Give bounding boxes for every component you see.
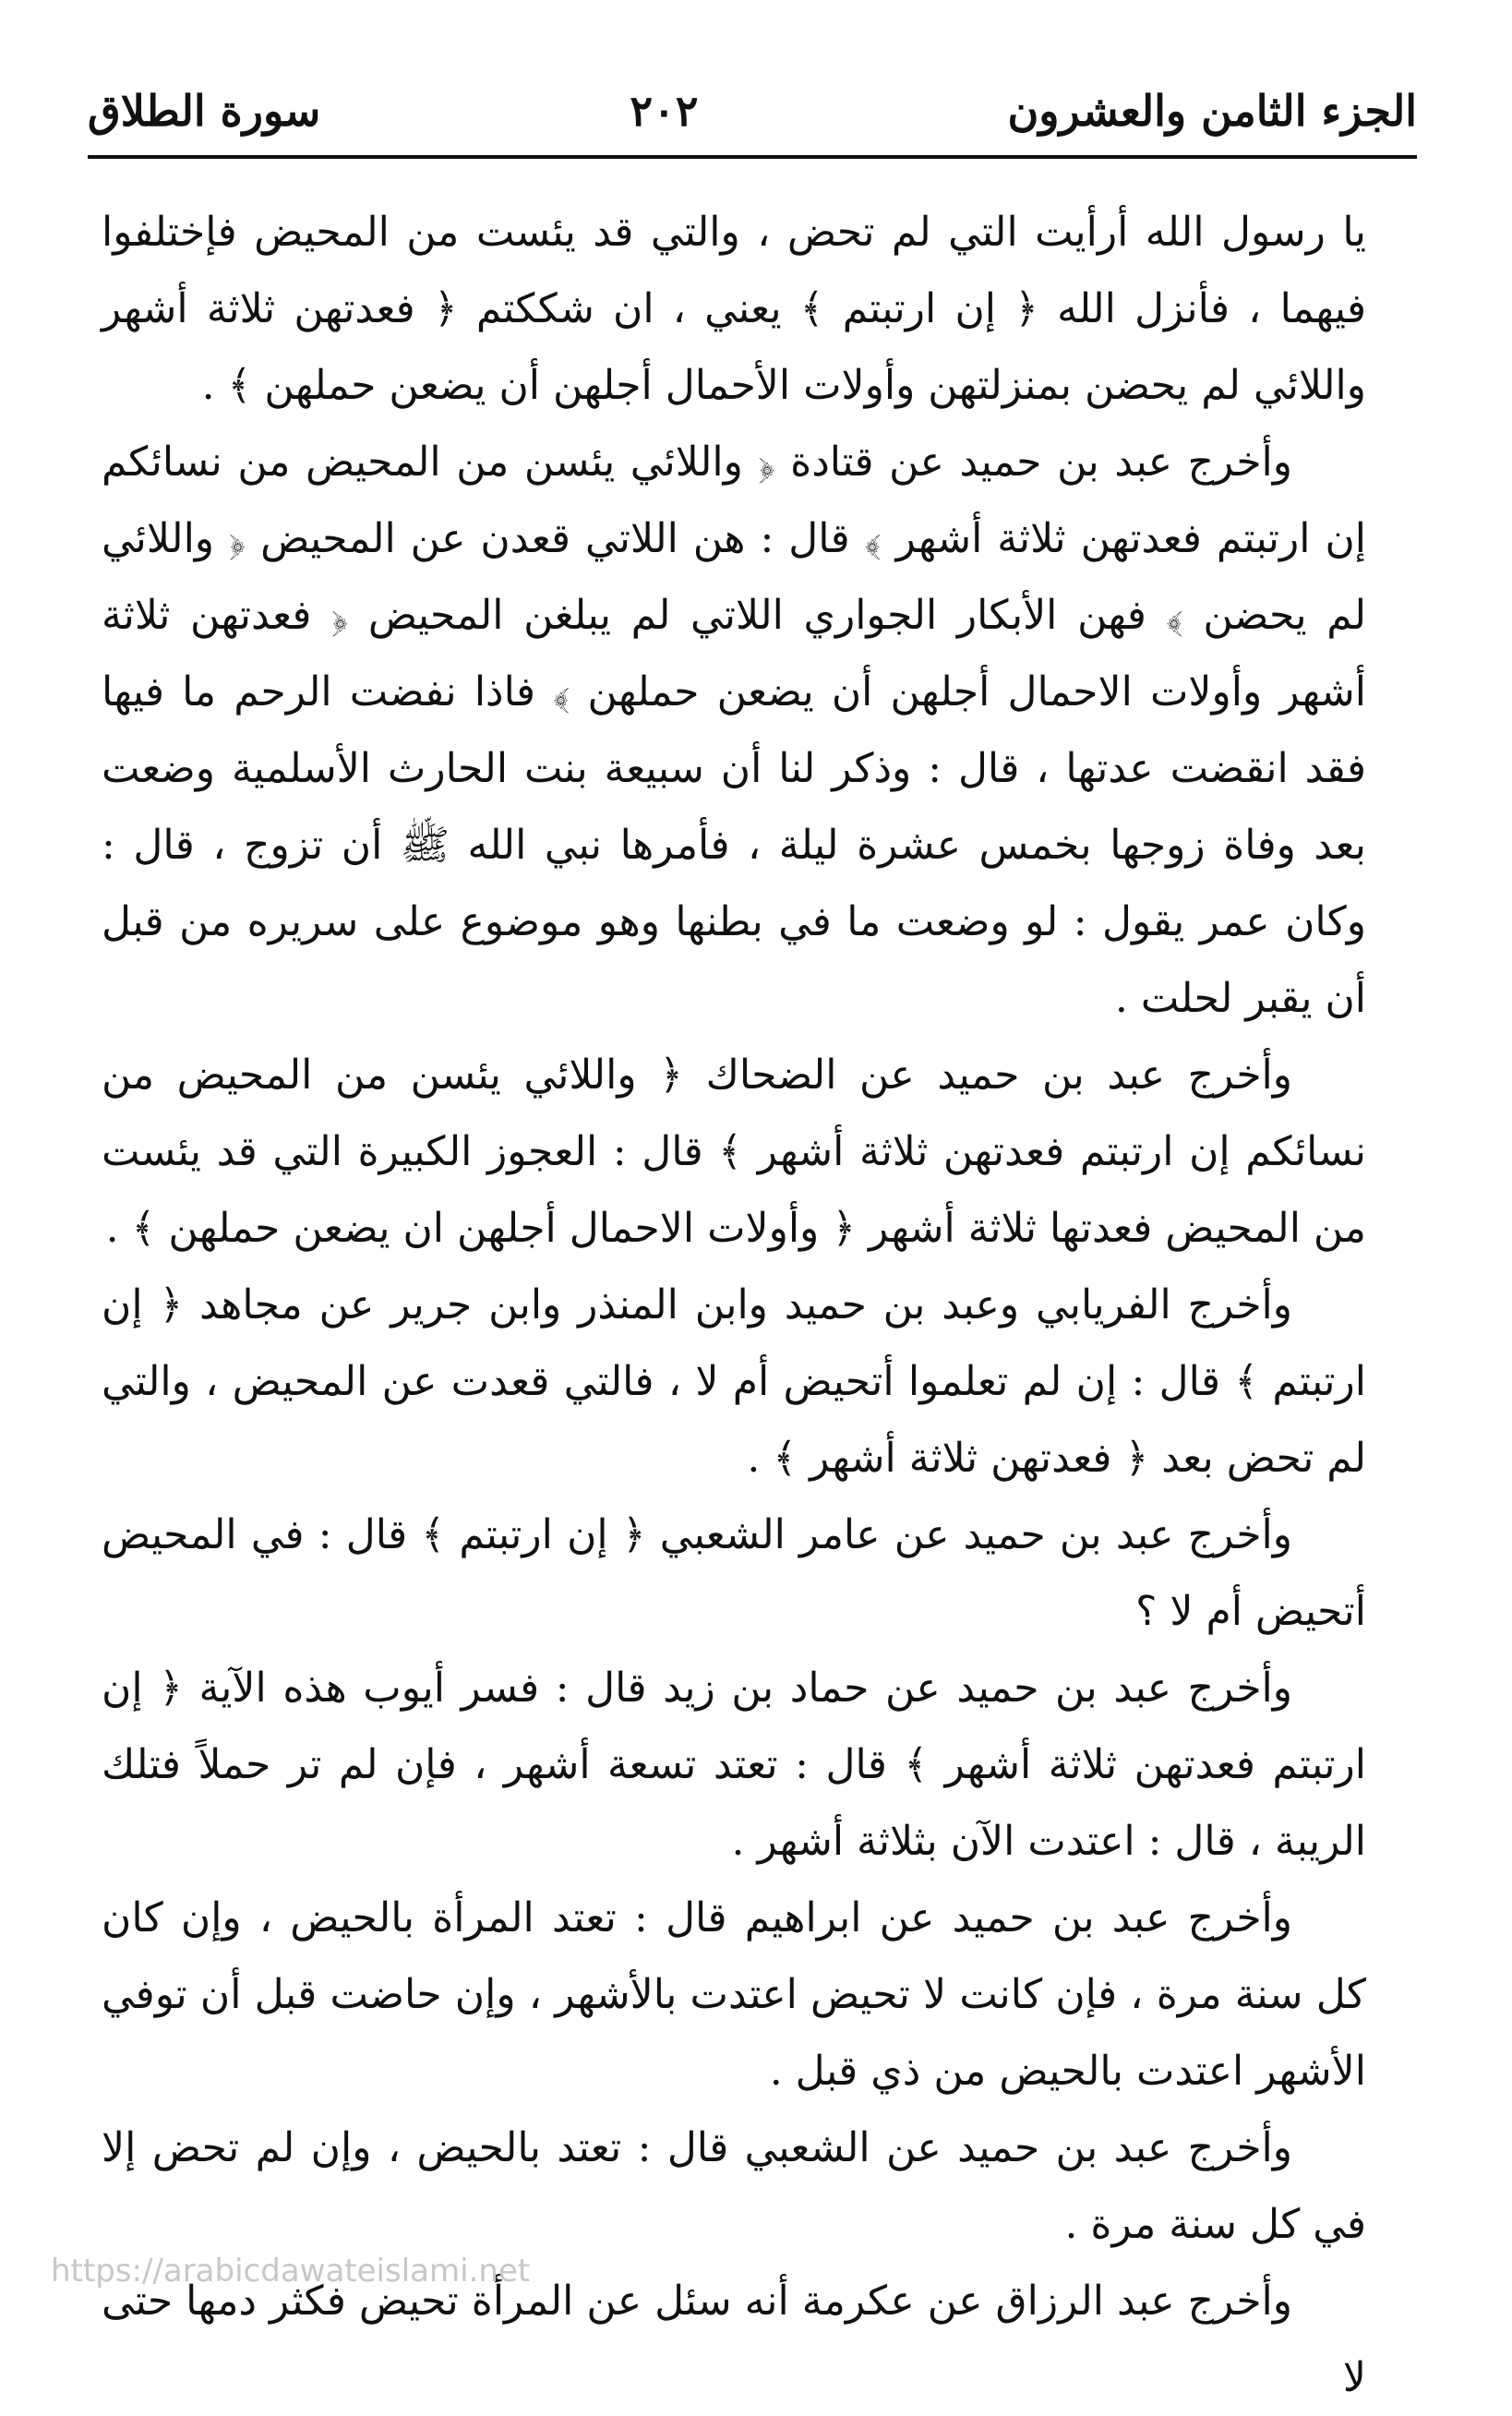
watermark-url: https://arabicdawateislami.net [51, 2253, 531, 2290]
paragraph: يا رسول الله أرأيت التي لم تحض ، والتي قد يئست من المحيض فإختلفوا فيهما ، فأنزل الله ﴿ إن ارتبتم ﴾ يعني ، ان شككتم ﴿ فعدتهن ثلاثة أشهر واللائي لم يحضن بمنزلتهن وأولات الأحمال أجلهن أن يضعن حملهن ﴾ . [102, 209, 1366, 409]
paragraph: وأخرج عبد الرزاق عن عكرمة أنه سئل عن المرأة تحيض فكثر دمها حتى لا [102, 2278, 1366, 2401]
page-header [88, 65, 1417, 157]
paragraph: وأخرج عبد بن حميد عن الشعبي قال : تعتد بالحيض ، وإن لم تحض إلا في كل سنة مرة . [102, 2124, 1366, 2248]
surah-title: سورة الطلاق [88, 86, 321, 136]
paragraph: وأخرج عبد بن حميد عن الضحاك ﴿ واللائي يئسن من المحيض من نسائكم إن ارتبتم فعدتهن ثلاثة أشهر ﴾ قال : العجوز الكبيرة التي قد يئست من المحيض فعدتها ثلاثة أشهر ﴿ وأولات الاحمال أجلهن ان يضعن حملهن ﴾ . [102, 1052, 1366, 1252]
paragraph: وأخرج الفريابي وعبد بن حميد وابن المنذر وابن جرير عن مجاهد ﴿ إن ارتبتم ﴾ قال : إن لم تعلموا أتحيض أم لا ، فالتي قعدت عن المحيض ، والتي لم تحض بعد ﴿ فعدتهن ثلاثة أشهر ﴾ . [102, 1281, 1366, 1482]
paragraph: وأخرج عبد بن حميد عن عامر الشعبي ﴿ إن ارتبتم ﴾ قال : في المحيض أتحيض أم لا ؟ [102, 1511, 1366, 1635]
paragraph: وأخرج عبد بن حميد عن حماد بن زيد قال : فسر أيوب هذه الآية ﴿ إن ارتبتم فعدتهن ثلاثة أشهر ﴾ قال : تعتد تسعة أشهر ، فإن لم تر حملاً فتلك الريبة ، قال : اعتدت الآن بثلاثة أشهر . [102, 1665, 1366, 1865]
header-divider [88, 155, 1417, 159]
paragraph: وأخرج عبد بن حميد عن قتادة ﴿ واللائي يئسن من المحيض من نسائكم إن ارتبتم فعدتهن ثلاثة أشهر ﴾ قال : هن اللاتي قعدن عن المحيض ﴿ واللائي لم يحضن ﴾ فهن الأبكار الجواري اللاتي لم يبلغن المحيض ﴿ فعدتهن ثلاثة أشهر وأولات الاحمال أجلهن أن يضعن حملهن ﴾ فاذا نفضت الرحم ما فيها فقد انقضت عدتها ، قال : وذكر لنا أن سبيعة بنت الحارث الأسلمية وضعت بعد وفاة زوجها بخمس عشرة ليلة ، فأمرها نبي الله ﷺ أن تزوج ، قال : وكان عمر يقول : لو وضعت ما في بطنها وهو موضوع على سريره من قبل أن يقبر لحلت . [102, 439, 1366, 1022]
page-body [102, 194, 1366, 2416]
paragraph: وأخرج عبد بن حميد عن ابراهيم قال : تعتد المرأة بالحيض ، وإن كان كل سنة مرة ، فإن كانت لا تحيض اعتدت بالأشهر ، وإن حاضت قبل أن توفي الأشهر اعتدت بالحيض من ذي قبل . [102, 1894, 1366, 2095]
page-number: ٢٠٢ [630, 86, 699, 136]
juz-title: الجزء الثامن والعشرون [1007, 86, 1417, 136]
